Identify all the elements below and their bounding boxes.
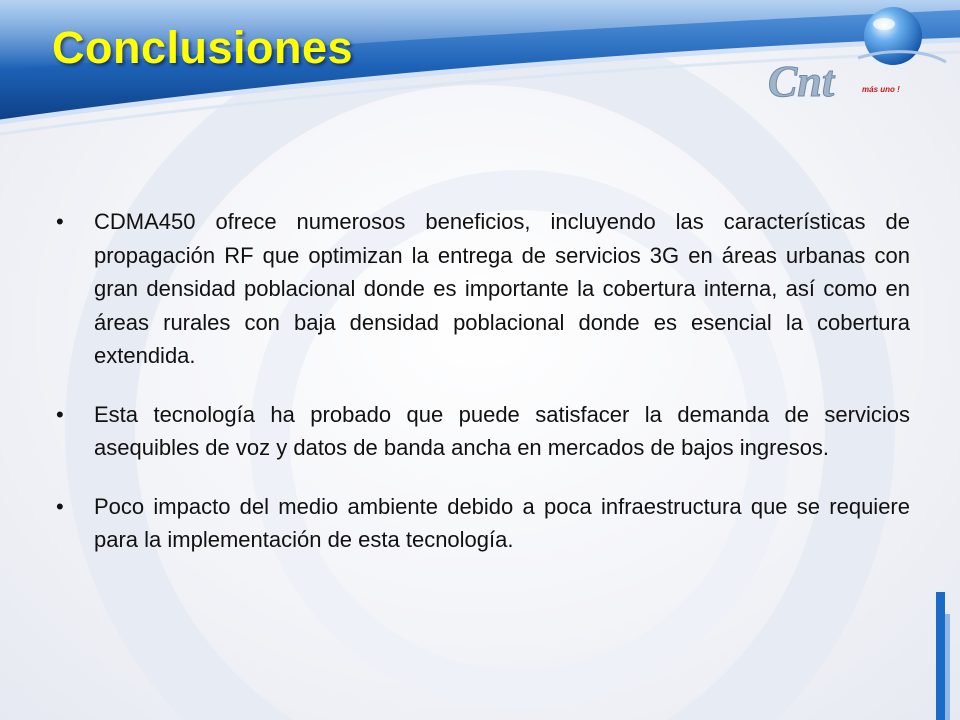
bullet-marker: •: [56, 401, 64, 427]
bullet-text-2: Esta tecnología ha probado que puede satisfacer la demanda de servicios asequibles de voz y datos de banda ancha en mercados de bajos ingresos.: [94, 401, 910, 460]
bullet-item-1: [56, 205, 910, 373]
bullet-text-1: CDMA450 ofrece numerosos beneficios, incluyendo las características de propagación RF que optimizan la entrega de servicios 3G en áreas urbanas con gran densidad poblacional donde es importante la cobertura interna, así como en áreas rurales con baja densidad poblacional donde es esencial la cobertura extendida.: [94, 209, 910, 368]
bullet-item-2: [56, 398, 910, 465]
cnt-logo: [760, 0, 960, 110]
bullet-marker: •: [56, 493, 64, 519]
logo-tagline: más uno !: [862, 85, 900, 94]
bullet-item-3: [56, 490, 910, 557]
slide-title: Conclusiones: [52, 22, 354, 73]
bullet-marker: •: [56, 209, 64, 234]
decorative-side-bar: [936, 592, 950, 720]
bullet-list: [56, 205, 910, 582]
logo-text: Cnt: [768, 57, 835, 106]
bullet-text-3: Poco impacto del medio ambiente debido a poca infraestructura que se requiere para la implementación de esta tecnología.: [94, 493, 910, 552]
